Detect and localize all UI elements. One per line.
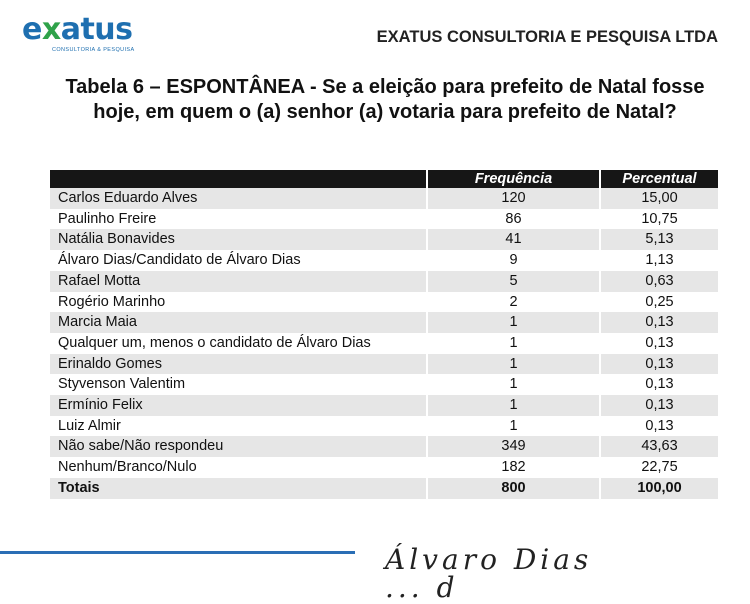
percentual-value: 0,63 xyxy=(600,271,718,292)
frequency-value: 1 xyxy=(427,354,600,375)
frequency-value: 1 xyxy=(427,374,600,395)
table-row xyxy=(50,229,718,250)
percentual-value: 0,25 xyxy=(600,292,718,313)
candidate-name: Ermínio Felix xyxy=(50,395,427,416)
candidate-name: Rogério Marinho xyxy=(50,292,427,313)
footer-divider xyxy=(0,551,355,554)
candidate-name: Luiz Almir xyxy=(50,416,427,437)
candidate-name: Álvaro Dias/Candidato de Álvaro Dias xyxy=(50,250,427,271)
frequency-value: 1 xyxy=(427,416,600,437)
percentual-value: 43,63 xyxy=(600,436,718,457)
frequency-value: 9 xyxy=(427,250,600,271)
page-header xyxy=(0,0,750,62)
candidate-name: Paulinho Freire xyxy=(50,209,427,230)
table-row xyxy=(50,209,718,230)
table-row xyxy=(50,416,718,437)
table-row xyxy=(50,457,718,478)
exatus-logo xyxy=(22,14,152,58)
candidate-name: Styvenson Valentim xyxy=(50,374,427,395)
header-percentual: Percentual xyxy=(600,170,718,188)
frequency-value: 800 xyxy=(427,478,600,499)
frequency-value: 120 xyxy=(427,188,600,209)
header-name-cell xyxy=(50,170,427,188)
percentual-value: 0,13 xyxy=(600,333,718,354)
percentual-value: 1,13 xyxy=(600,250,718,271)
percentual-value: 10,75 xyxy=(600,209,718,230)
frequency-value: 2 xyxy=(427,292,600,313)
table-row xyxy=(50,271,718,292)
candidate-name: Rafael Motta xyxy=(50,271,427,292)
percentual-value: 0,13 xyxy=(600,416,718,437)
logo-subtitle: CONSULTORIA & PESQUISA xyxy=(52,47,135,53)
table-row xyxy=(50,436,718,457)
frequency-value: 1 xyxy=(427,312,600,333)
logo-wordmark: exatus xyxy=(22,12,133,47)
table-row xyxy=(50,395,718,416)
frequency-value: 5 xyxy=(427,271,600,292)
percentual-value: 5,13 xyxy=(600,229,718,250)
table-row xyxy=(50,312,718,333)
frequency-value: 86 xyxy=(427,209,600,230)
table-row xyxy=(50,292,718,313)
percentual-value: 0,13 xyxy=(600,354,718,375)
header-frequency: Frequência xyxy=(427,170,600,188)
table-row xyxy=(50,188,718,209)
table-header-row xyxy=(50,170,718,188)
table-row xyxy=(50,250,718,271)
percentual-value: 22,75 xyxy=(600,457,718,478)
candidate-name: Natália Bonavides xyxy=(50,229,427,250)
table-body xyxy=(50,188,718,499)
candidate-name: Nenhum/Branco/Nulo xyxy=(50,457,427,478)
next-page-text: Álvaro Dias ... d xyxy=(385,543,593,604)
candidate-name: Qualquer um, menos o candidato de Álvaro Dias xyxy=(50,333,427,354)
candidate-name: Erinaldo Gomes xyxy=(50,354,427,375)
candidate-name: Marcia Maia xyxy=(50,312,427,333)
frequency-value: 1 xyxy=(427,333,600,354)
frequency-value: 41 xyxy=(427,229,600,250)
percentual-value: 15,00 xyxy=(600,188,718,209)
table-row xyxy=(50,333,718,354)
percentual-value: 0,13 xyxy=(600,374,718,395)
frequency-value: 182 xyxy=(427,457,600,478)
percentual-value: 0,13 xyxy=(600,395,718,416)
next-page-fragment xyxy=(385,543,635,604)
percentual-value: 0,13 xyxy=(600,312,718,333)
table-total-row xyxy=(50,478,718,499)
company-name: EXATUS CONSULTORIA E PESQUISA LTDA xyxy=(376,28,718,46)
table-title: Tabela 6 – ESPONTÂNEA - Se a eleição para prefeito de Natal fosse hoje, em quem o (a) senhor (a) votaria para prefeito de Natal? xyxy=(65,76,705,123)
results-table xyxy=(50,170,718,499)
table-row xyxy=(50,374,718,395)
percentual-value: 100,00 xyxy=(600,478,718,499)
frequency-value: 349 xyxy=(427,436,600,457)
frequency-value: 1 xyxy=(427,395,600,416)
candidate-name: Não sabe/Não respondeu xyxy=(50,436,427,457)
candidate-name: Carlos Eduardo Alves xyxy=(50,188,427,209)
candidate-name: Totais xyxy=(50,478,427,499)
table-row xyxy=(50,354,718,375)
